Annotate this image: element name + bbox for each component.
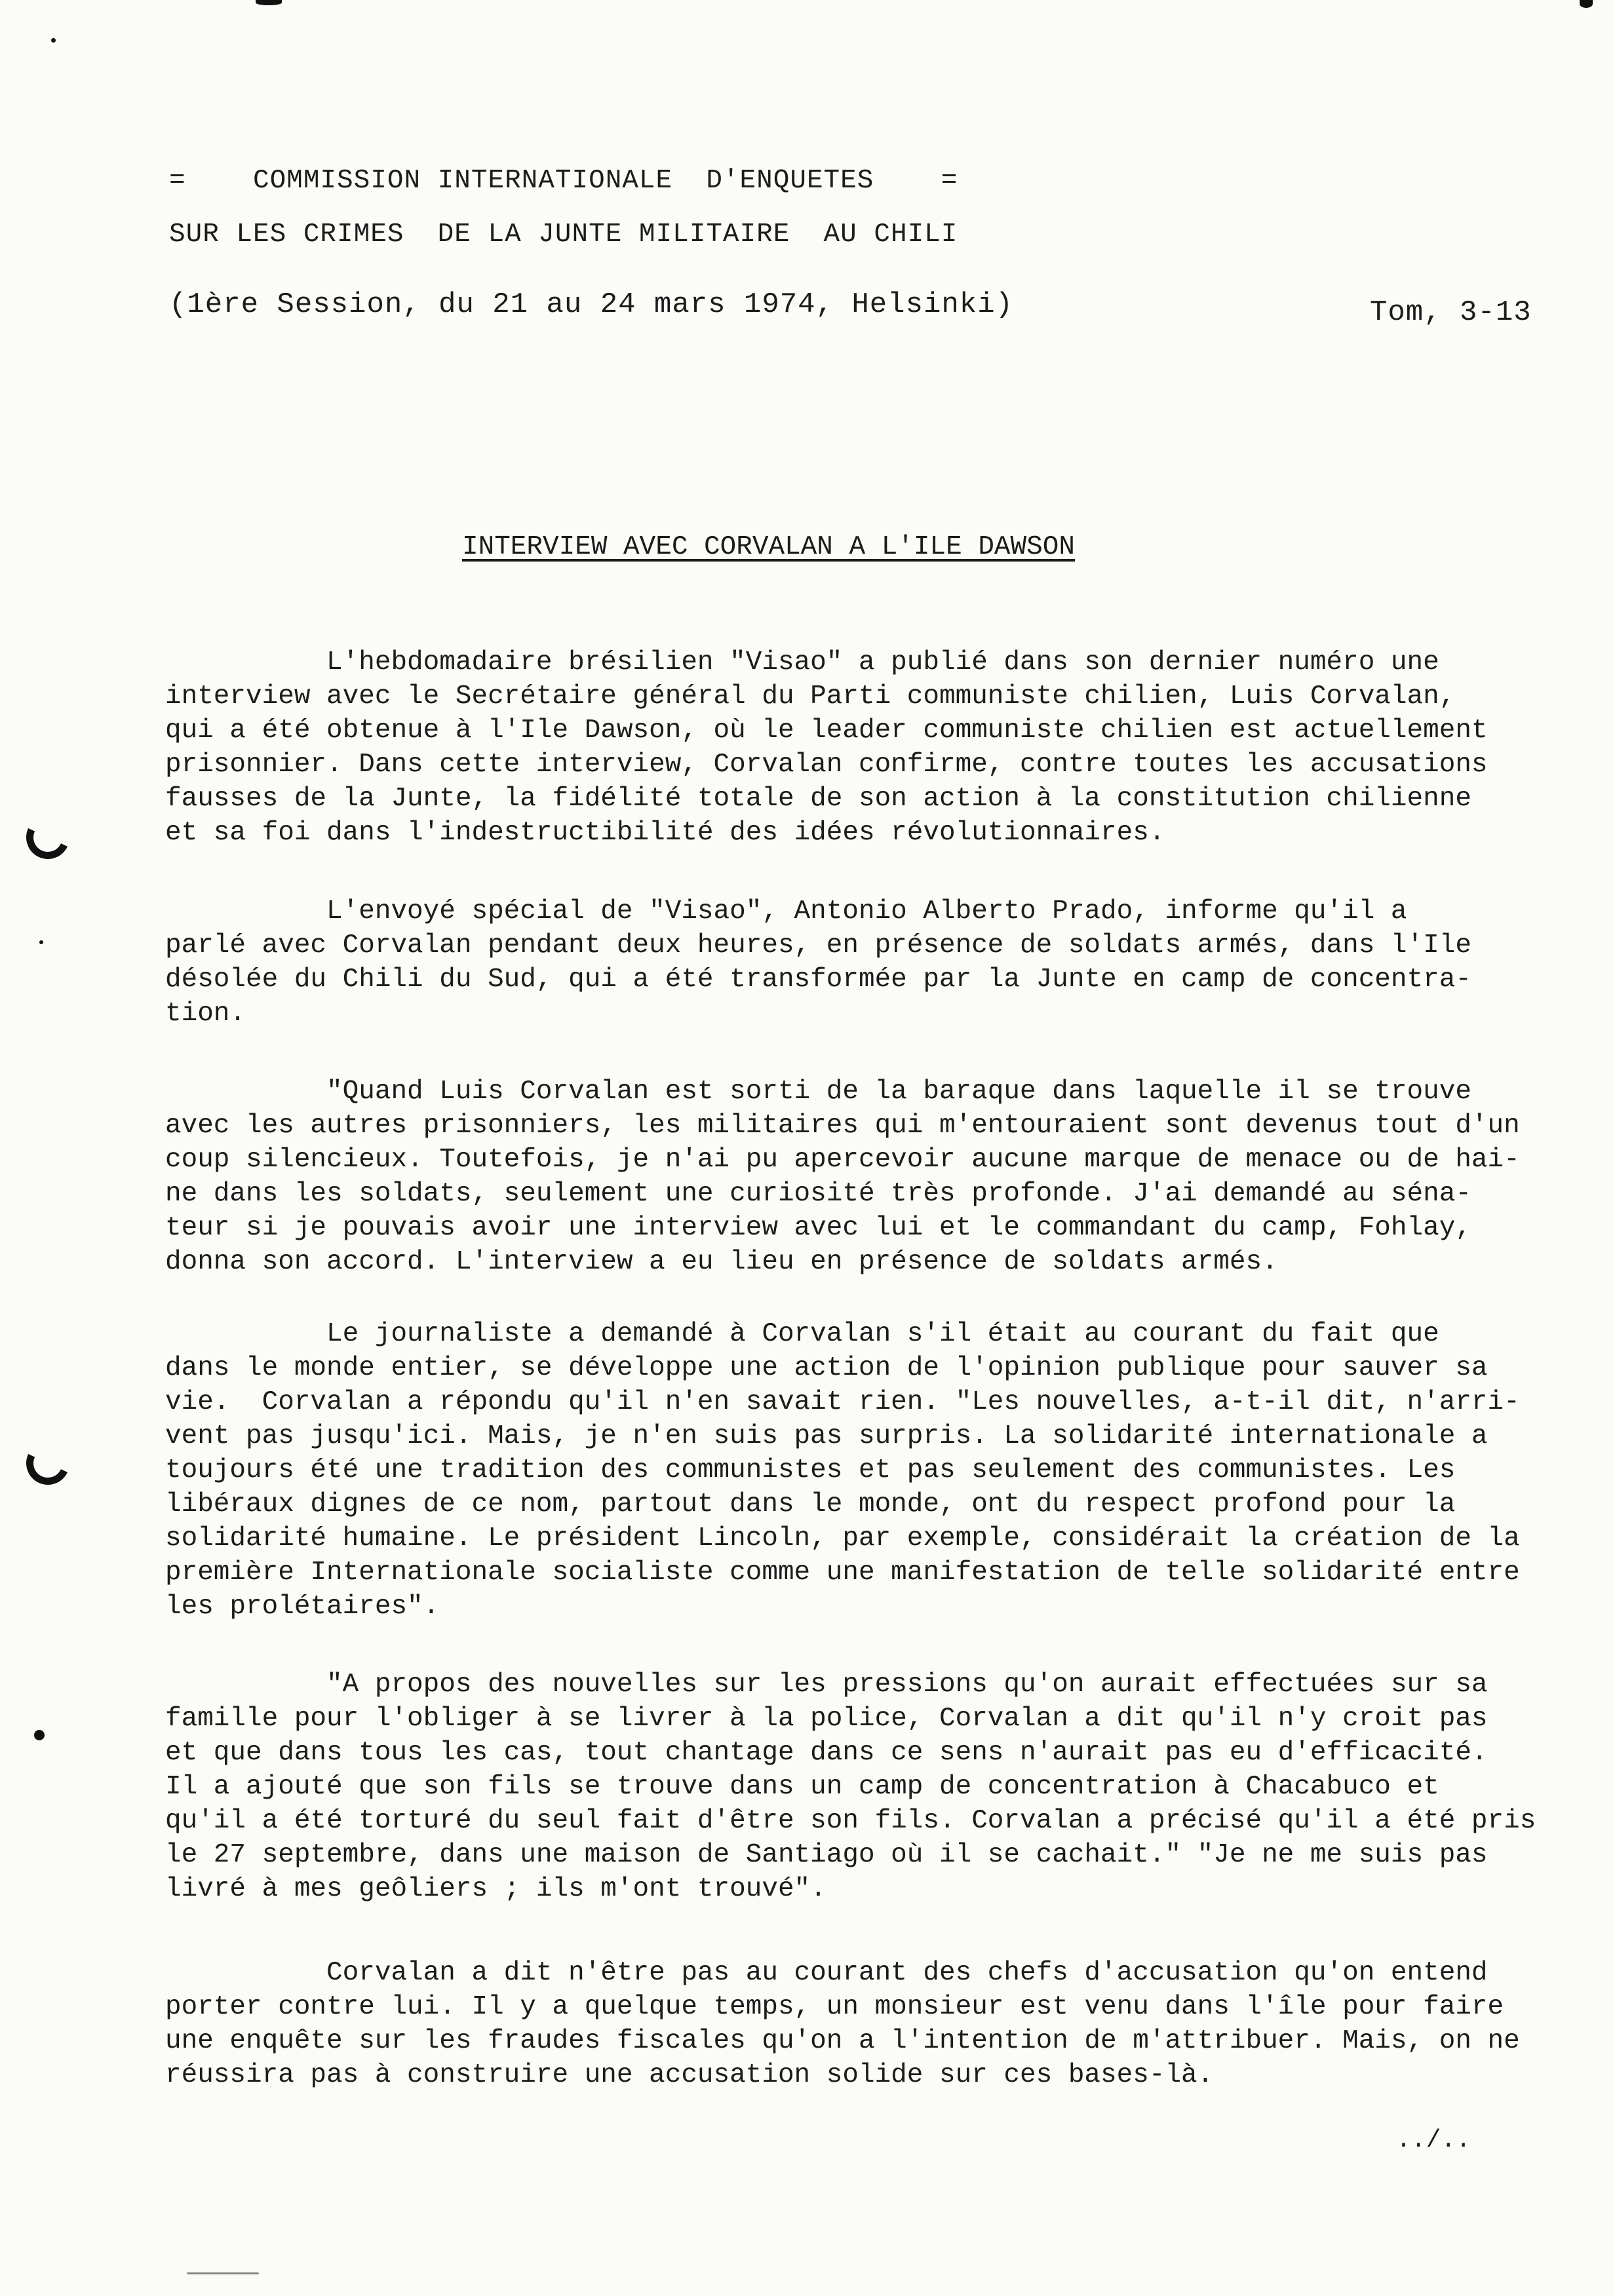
paragraph-accusations (165, 1956, 1520, 2092)
text-line: ne dans les soldats, seulement une curiosité très profonde. J'ai demandé au séna- (165, 1179, 1471, 1209)
text-line: coup silencieux. Toutefois, je n'ai pu apercevoir aucune marque de menace ou de hai- (165, 1145, 1520, 1175)
scan-speck (39, 940, 43, 944)
text-line: dans le monde entier, se développe une action de l'opinion publique pour sauver sa (165, 1353, 1488, 1383)
header-commission-line: = COMMISSION INTERNATIONALE D'ENQUETES = (169, 166, 958, 196)
paragraph-envoy (165, 894, 1502, 1031)
text-line: fausses de la Junte, la fidélité totale de son action à la constitution chilienne (165, 784, 1471, 814)
text-line: le 27 septembre, dans une maison de Santiago où il se cachait." "Je ne me suis pas (165, 1840, 1488, 1870)
punch-hole-icon (20, 1436, 76, 1491)
text-line: interview avec le Secrétaire général du Parti communiste chilien, Luis Corvalan, (165, 681, 1456, 712)
text-line: les prolétaires". (165, 1592, 440, 1622)
header-subject-line: SUR LES CRIMES DE LA JUNTE MILITAIRE AU CHILI (169, 220, 958, 250)
text-line: première Internationale socialiste comme une manifestation de telle solidarité entre (165, 1558, 1520, 1588)
scan-speck (187, 2272, 259, 2274)
scan-speck (1580, 0, 1593, 8)
header-session-line: (1ère Session, du 21 au 24 mars 1974, Helsinki) (169, 288, 1014, 321)
scan-speck (256, 0, 282, 5)
continuation-mark: ../.. (1396, 2126, 1471, 2154)
text-line: teur si je pouvais avoir une interview avec lui et le commandant du camp, Fohlay, (165, 1213, 1471, 1243)
paragraph-intro (165, 645, 1502, 850)
text-line: famille pour l'obliger à se livrer à la police, Corvalan a dit qu'il n'y croit pas (165, 1704, 1488, 1734)
text-line: livré à mes geôliers ; ils m'ont trouvé". (165, 1874, 827, 1904)
paragraph-family-pressure (165, 1668, 1536, 1906)
text-line: une enquête sur les fraudes fiscales qu'on a l'intention de m'attribuer. Mais, on ne (165, 2026, 1520, 2056)
text-line: qui a été obtenue à l'Ile Dawson, où le leader communiste chilien est actuellement (165, 716, 1488, 746)
text-line: avec les autres prisonniers, les militaires qui m'entouraient sont devenus tout d'un (165, 1111, 1520, 1141)
text-line: vie. Corvalan a répondu qu'il n'en savait rien. "Les nouvelles, a-t-il dit, n'arri- (165, 1387, 1520, 1417)
paragraph-solidarity (165, 1317, 1520, 1624)
text-line: qu'il a été torturé du seul fait d'être son fils. Corvalan a précisé qu'il a été pris (165, 1806, 1536, 1836)
text-line: Il a ajouté que son fils se trouve dans un camp de concentration à Chacabuco et (165, 1772, 1439, 1802)
text-line: réussira pas à construire une accusation solide sur ces bases-là. (165, 2060, 1214, 2090)
text-line: toujours été une tradition des communistes et pas seulement des communistes. Les (165, 1455, 1456, 1485)
paragraph-quote-arrival (165, 1075, 1520, 1279)
text-line: désolée du Chili du Sud, qui a été transformée par la Junte en camp de concentra- (165, 965, 1471, 995)
text-line: et sa foi dans l'indestructibilité des idées révolutionnaires. (165, 818, 1165, 848)
text-line: prisonnier. Dans cette interview, Corvalan confirme, contre toutes les accusations (165, 750, 1488, 780)
text-line: porter contre lui. Il y a quelque temps, un monsieur est venu dans l'île pour faire (165, 1992, 1504, 2022)
document-title: INTERVIEW AVEC CORVALAN A L'ILE DAWSON (462, 532, 1075, 562)
text-line: tion. (165, 999, 246, 1029)
text-line: et que dans tous les cas, tout chantage dans ce sens n'aurait pas eu d'efficacité. (165, 1738, 1488, 1768)
text-line: L'hebdomadaire brésilien "Visao" a publié dans son dernier numéro une (165, 647, 1439, 678)
scan-speck (34, 1730, 45, 1740)
text-line: "A propos des nouvelles sur les pressions qu'on aurait effectuées sur sa (165, 1670, 1488, 1700)
text-line: vent pas jusqu'ici. Mais, je n'en suis pas surpris. La solidarité internationale a (165, 1421, 1488, 1451)
scan-speck (51, 38, 56, 43)
text-line: Corvalan a dit n'être pas au courant des chefs d'accusation qu'on entend (165, 1958, 1488, 1988)
document-reference: Tom, 3-13 (1370, 296, 1532, 329)
text-line: Le journaliste a demandé à Corvalan s'il était au courant du fait que (165, 1319, 1439, 1349)
punch-hole-icon (20, 810, 76, 866)
text-line: libéraux dignes de ce nom, partout dans le monde, ont du respect profond pour la (165, 1489, 1456, 1520)
text-line: "Quand Luis Corvalan est sorti de la baraque dans laquelle il se trouve (165, 1077, 1471, 1107)
text-line: donna son accord. L'interview a eu lieu en présence de soldats armés. (165, 1247, 1278, 1277)
text-line: L'envoyé spécial de "Visao", Antonio Alberto Prado, informe qu'il a (165, 896, 1407, 927)
text-line: solidarité humaine. Le président Lincoln, par exemple, considérait la création de la (165, 1523, 1520, 1554)
text-line: parlé avec Corvalan pendant deux heures, en présence de soldats armés, dans l'Ile (165, 930, 1471, 961)
